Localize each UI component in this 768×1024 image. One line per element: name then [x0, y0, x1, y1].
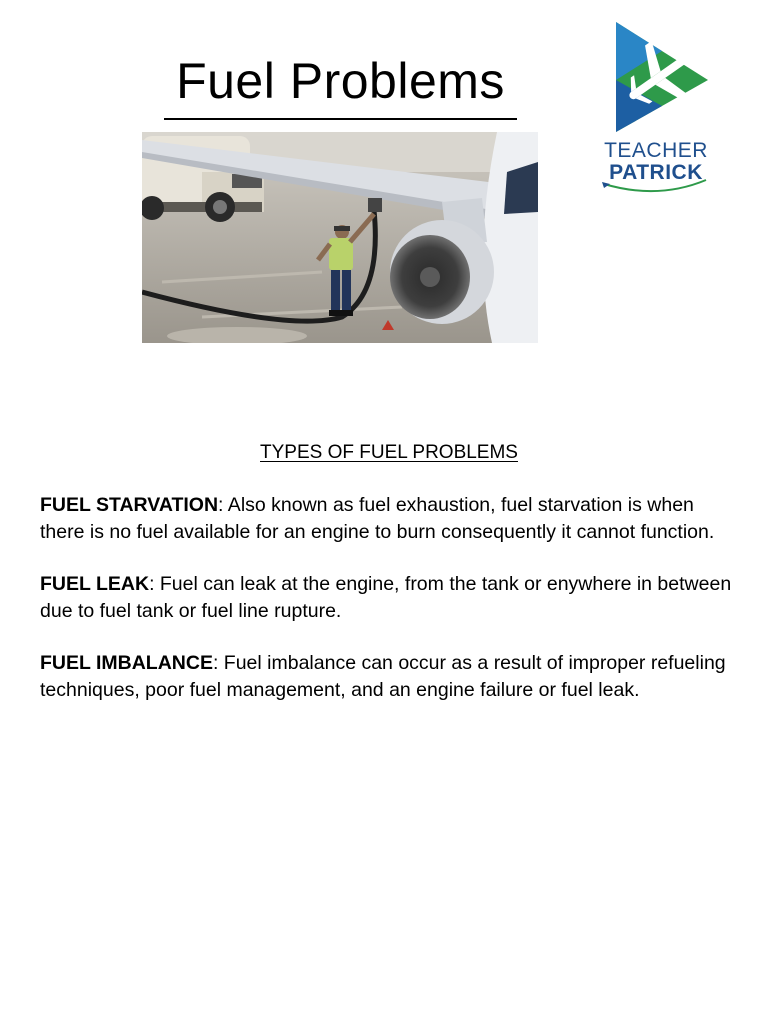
item-term: FUEL STARVATION: [40, 494, 219, 516]
logo-text-patrick: PATRICK: [609, 161, 703, 184]
title-underline: [164, 118, 517, 120]
item-description: : Also known as fuel exhaustion, fuel starvation is when there is no fuel available for an engine to burn consequently it cannot function.: [40, 494, 715, 543]
item-description: : Fuel imbalance can occur as a result of improper refueling techniques, poor fuel management, and an engine failure or fuel leak.: [40, 652, 726, 701]
item-description: : Fuel can leak at the engine, from the tank or enywhere in between due to fuel tank or fuel line rupture.: [40, 573, 732, 622]
item-term: FUEL LEAK: [40, 573, 150, 595]
list-item: [40, 650, 740, 703]
list-item: [40, 571, 740, 624]
item-term: FUEL IMBALANCE: [40, 652, 213, 674]
logo-text-teacher: TEACHER: [604, 139, 708, 162]
teacher-patrick-logo: [598, 20, 714, 198]
fuel-problems-list: [40, 492, 740, 729]
aircraft-refueling-photo: [142, 132, 538, 343]
logo-swoosh-icon: [598, 178, 714, 198]
list-item: [40, 492, 740, 545]
page-title: Fuel Problems: [176, 53, 505, 109]
section-heading: TYPES OF FUEL PROBLEMS: [260, 442, 518, 463]
